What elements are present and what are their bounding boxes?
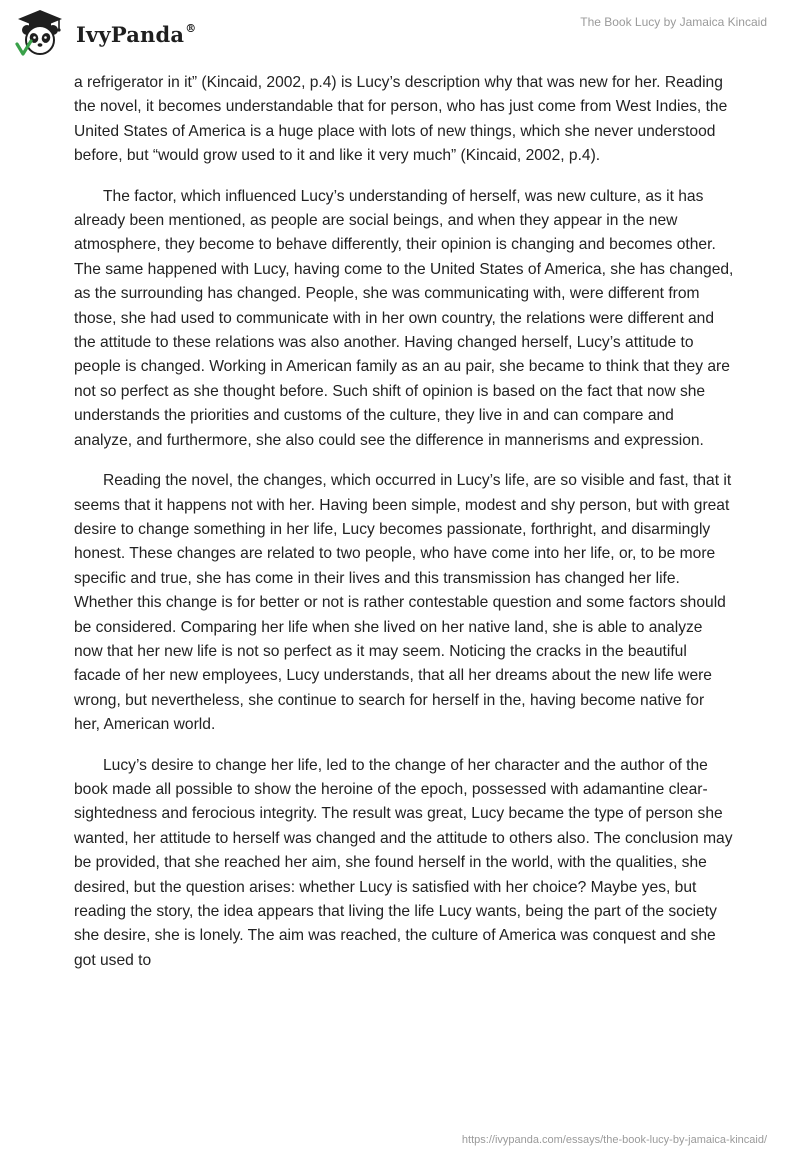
footer-source-link[interactable]: https://ivypanda.com/essays/the-book-lucy-by-jamaica-kincaid/ — [461, 1134, 767, 1146]
document-title: The Book Lucy by Jamaica Kincaid — [580, 15, 767, 29]
paragraph-3: Reading the novel, the changes, which occurred in Lucy’s life, are so visible and fast, that it seems that it happens not with her. Having been simple, modest and shy person, but with great desire to change something in her life, Lucy becomes passionate, forthright, and disarmingly honest. These changes are related to two people, who have come into her life, or, to be more specific and true, she has come in their lives and this transmission has changed her life. Whether this change is for better or not is rather contestable question and some factors should be considered. Comparing her life when she lived on her native land, she is able to analyze now that her new life is not so perfect as it may seem. Noticing the cracks in the beautiful facade of her new employees, Lucy understands, that all her dreams about the new life were wrong, but nevertheless, she continue to search for herself in the, having become native for her, American world. — [74, 472, 732, 734]
panda-graduate-icon — [14, 8, 66, 58]
paragraph-1: a refrigerator in it” (Kincaid, 2002, p.4) is Lucy’s description why that was new for her. Reading the novel, it becomes understandable that for person, who has just come from West Indies, the United States of America is a huge place with lots of new things, which she never understood before, but “would grow used to it and like it very much” (Kincaid, 2002, p.4). — [74, 74, 728, 165]
brand-logo[interactable] — [14, 8, 196, 58]
page-header — [0, 0, 800, 70]
brand-name-text: IvyPanda — [76, 21, 185, 47]
essay-body — [74, 71, 734, 989]
registered-mark: ® — [185, 21, 197, 35]
paragraph-2: The factor, which influenced Lucy’s understanding of herself, was new culture, as it has already been mentioned, as people are social beings, and when they appear in the new atmosphere, they become to behave differently, their opinion is changing and becomes other. The same happened with Lucy, having come to the United States of America, she has changed, as the surrounding has changed. People, she was communicating with, were different from those, she had used to communicate with in her own country, the relations were different and the attitude to these relations was also another. Having changed herself, Lucy’s attitude to people is changed. Working in American family as an au pair, she became to think that they are not so perfect as she thought before. Such shift of opinion is based on the fact that now she understands the priorities and customs of the culture, they live in and can compare and analyze, and furthermore, she also could see the difference in mannerisms and expression. — [74, 187, 734, 449]
brand-name — [76, 22, 196, 47]
paragraph-4: Lucy’s desire to change her life, led to the change of her character and the author of the book made all possible to show the heroine of the epoch, possessed with adamantine clear-sightedness and ferocious integrity. The result was great, Lucy became the type of person she wanted, her attitude to herself was changed and the attitude to others also. The conclusion may be provided, that she reached her aim, she found herself in the world, with the qualities, she desired, but the question arises: whether Lucy is satisfied with her choice? Maybe yes, but reading the story, the idea appears that living the life Lucy wants, being the part of the society she desire, she is lonely. The aim was reached, the culture of America was conquest and she got used to — [74, 756, 733, 969]
